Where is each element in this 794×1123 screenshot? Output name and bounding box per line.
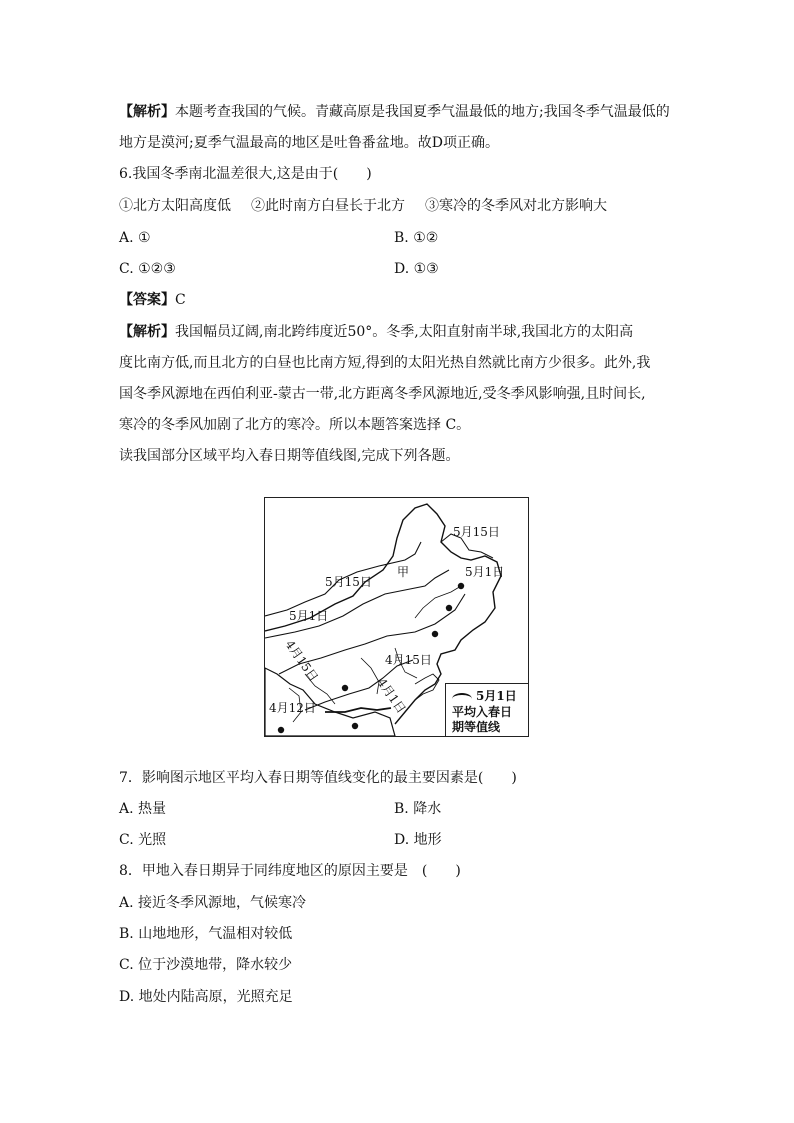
q7-option-c: C. 光照 [119, 832, 167, 848]
question-8-stem: 8．甲地入春日期异于同纬度地区的原因主要是 ( ) [119, 863, 461, 879]
legend-line-label: 5月1日 [476, 688, 517, 703]
q7-option-a: A. 热量 [119, 801, 167, 817]
city-dot-jia [458, 583, 464, 589]
city-dot-northeast [446, 605, 452, 611]
q8-option-c: C. 位于沙漠地带，降水较少 [119, 957, 293, 973]
analysis-text: 本题考查我国的气候。青藏高原是我国夏季气温最低的地方;我国冬季气温最低的 [175, 104, 670, 120]
answer-value: C [175, 292, 186, 308]
q6-analysis-line-2: 度比南方低,而且北方的白昼也比南方短,得到的太阳光热自然就比南方少很多。此外,我 [119, 355, 651, 371]
analysis-paragraph-line-2: 地方是漠河;夏季气温最高的地区是吐鲁番盆地。故D项正确。 [119, 135, 499, 151]
label-apr1-diag: 4月1日 [374, 675, 409, 716]
q6-analysis-line-4: 寒冷的冬季风加剧了北方的寒冷。所以本题答案选择 C。 [119, 417, 471, 433]
question-6-items [119, 196, 607, 216]
label-apr15-mid: 4月15日 [385, 653, 432, 667]
city-dot-south-2 [352, 723, 358, 729]
city-dot-center [342, 685, 348, 691]
q6-analysis-line-3: 国冬季风源地在西伯利亚-蒙古一带,北方距离冬季风源地近,受冬季风影响强,且时间长, [119, 386, 646, 402]
q6-analysis-text-1: 我国幅员辽阔,南北跨纬度近50°。冬季,太阳直射南半球,我国北方的太阳高 [175, 324, 634, 340]
question-6-stem: 6.我国冬季南北温差很大,这是由于( ) [119, 166, 372, 182]
legend-title-1: 平均入春日 [452, 705, 513, 719]
label-may1-e: 5月1日 [465, 565, 505, 579]
analysis-tag-2: 【解析】 [119, 324, 175, 340]
answer-tag: 【答案】 [119, 292, 175, 308]
map-legend [445, 683, 529, 737]
label-jia: 甲 [397, 565, 410, 579]
q7-option-d: D. 地形 [394, 832, 442, 848]
isoline-symbol-icon [452, 693, 472, 705]
label-apr15-diag: 4月15日 [282, 637, 321, 685]
q6-item-1: ①北方太阳高度低 [119, 198, 231, 214]
label-may1-w: 5月1日 [289, 609, 329, 623]
river [325, 708, 391, 712]
q6-item-3: ③寒冷的冬季风对北方影响大 [425, 198, 607, 214]
q8-option-a: A. 接近冬季风源地，气候寒冷 [119, 895, 307, 911]
legend-line-row [452, 687, 524, 705]
province-boundary-1 [415, 586, 461, 618]
q6-item-2: ②此时南方白昼长于北方 [251, 198, 405, 214]
province-boundary-2 [361, 658, 379, 694]
legend-title-2: 期等值线 [452, 720, 501, 734]
analysis-paragraph-line-1 [119, 102, 670, 122]
map-intro: 读我国部分区域平均入春日期等值线图,完成下列各题。 [119, 448, 460, 464]
city-dot-ne-2 [432, 631, 438, 637]
label-may15-ne: 5月15日 [453, 525, 500, 539]
q8-option-b: B. 山地地形，气温相对较低 [119, 926, 293, 942]
analysis-tag: 【解析】 [119, 104, 175, 120]
q8-option-d: D. 地处内陆高原，光照充足 [119, 989, 293, 1005]
label-may15-w: 5月15日 [325, 575, 372, 589]
q6-option-a: A. ① [119, 230, 151, 246]
city-dot-south-1 [278, 727, 284, 733]
label-apr12: 4月12日 [269, 701, 316, 715]
question-7-stem: 7．影响图示地区平均入春日期等值线变化的最主要因素是( ) [119, 770, 517, 786]
q7-option-b: B. 降水 [394, 801, 442, 817]
q6-answer-line [119, 290, 186, 310]
q6-option-c: C. ①②③ [119, 261, 176, 277]
q6-option-b: B. ①② [394, 230, 439, 246]
q6-analysis-line-1 [119, 322, 633, 342]
q6-option-d: D. ①③ [394, 261, 439, 277]
